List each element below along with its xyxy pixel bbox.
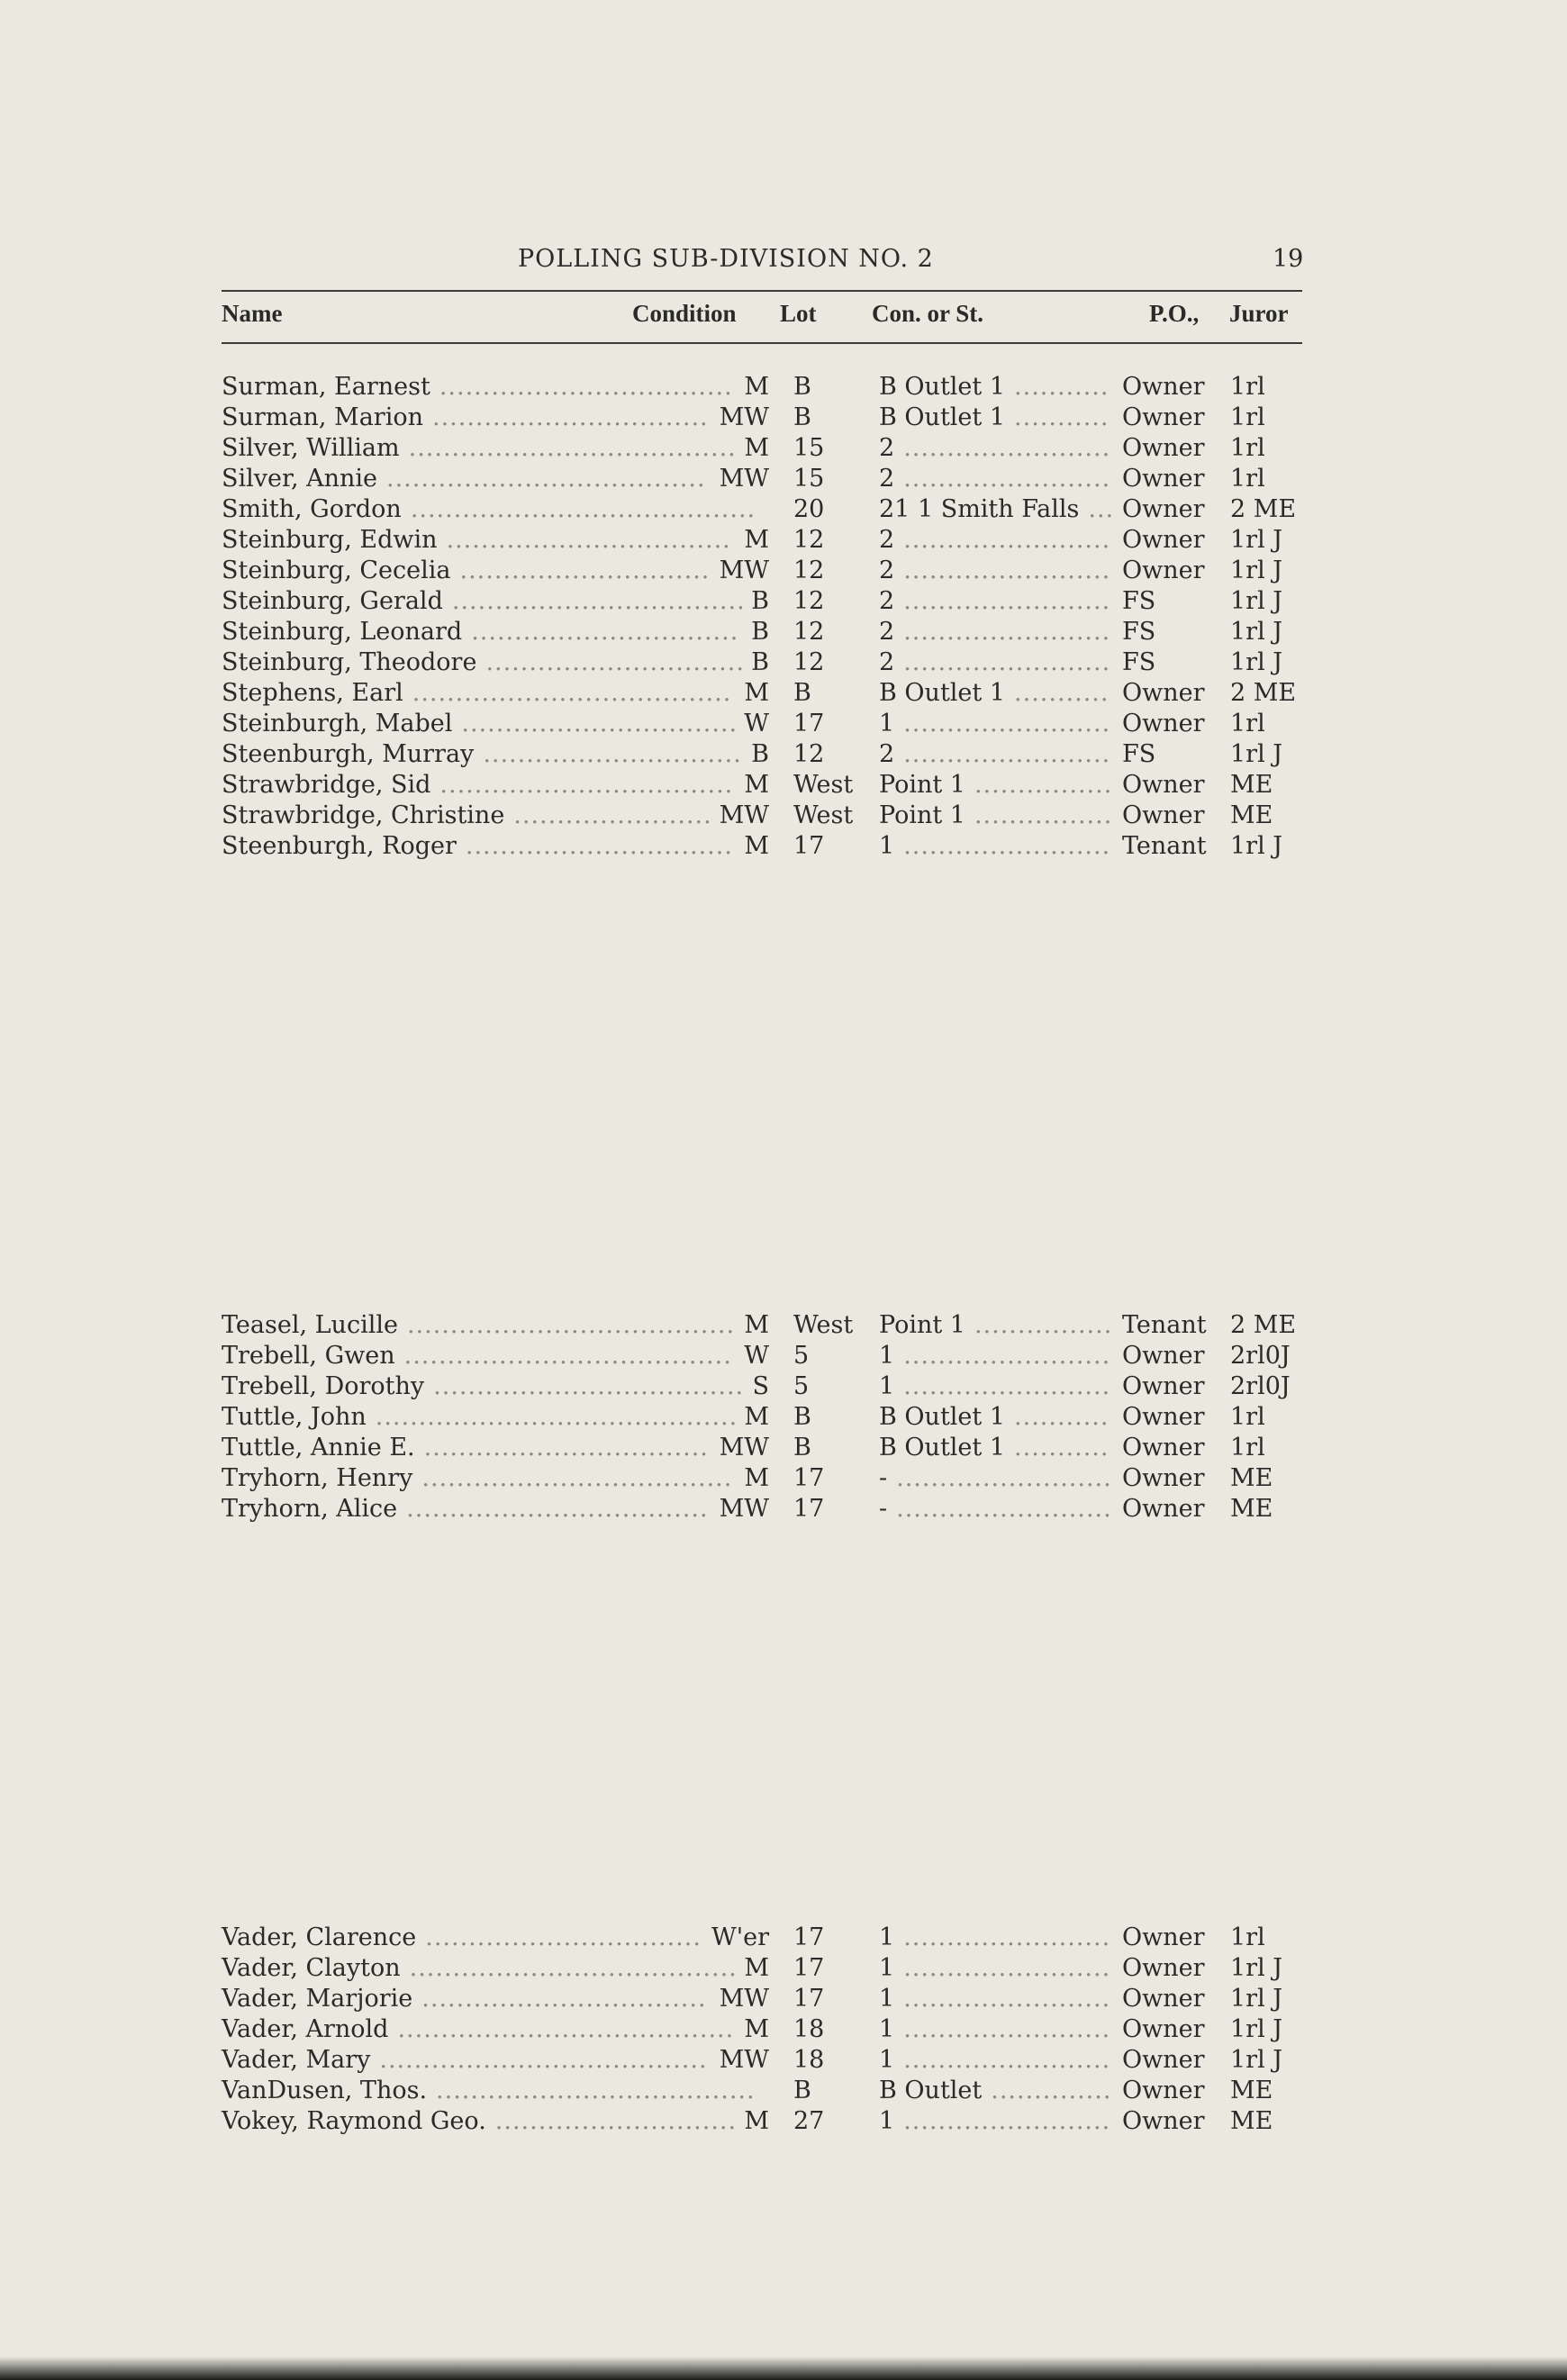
voter-lot: 12: [793, 648, 825, 676]
voter-condition: MW: [719, 557, 769, 584]
dot-leader: .......................: [513, 801, 712, 829]
voter-juror: ME: [1230, 1495, 1273, 1523]
voter-juror: 1rl J: [1230, 587, 1283, 615]
dot-leader: ........................: [903, 434, 1111, 462]
voter-name: Smith, Gordon: [222, 495, 402, 523]
voter-row: [222, 1953, 1311, 1984]
voter-row: [222, 770, 1311, 801]
dot-leader: .................................: [446, 526, 731, 554]
voter-lot: B: [793, 2077, 811, 2104]
voter-condition: M: [744, 1311, 769, 1339]
voter-name: Stephens, Earl: [222, 679, 403, 707]
dot-leader: .........................: [896, 1464, 1112, 1492]
voter-concession: 21 1 Smith Falls: [879, 495, 1080, 523]
dot-leader: .....................................: [386, 465, 706, 493]
voter-po: Owner: [1122, 801, 1205, 829]
voter-row: [222, 1923, 1311, 1953]
voter-condition: MW: [719, 465, 769, 493]
voter-condition: B: [751, 740, 769, 768]
column-header-po: P.O.,: [1149, 300, 1200, 327]
voter-lot: 20: [793, 495, 825, 523]
dot-leader: ......................................: [379, 2046, 708, 2074]
voter-juror: ME: [1230, 801, 1273, 829]
voter-po: Owner: [1122, 2077, 1205, 2104]
dot-leader: ........................: [903, 710, 1111, 738]
voter-juror: 1rl: [1230, 1403, 1265, 1431]
voter-name: Vader, Arnold: [222, 2015, 389, 2043]
dot-leader: ...........: [1014, 1434, 1110, 1461]
voter-juror: ME: [1230, 2107, 1273, 2135]
dot-leader: ...................................: [406, 1495, 709, 1523]
voter-concession: 1: [879, 710, 895, 738]
voter-condition: B: [751, 587, 769, 615]
dot-leader: ..................................: [439, 771, 734, 799]
voter-condition: M: [744, 832, 769, 860]
dot-leader: ........................: [903, 2046, 1111, 2074]
dot-leader: ........................: [903, 2015, 1111, 2043]
voter-condition: W: [744, 1342, 769, 1370]
dot-leader: ..............................: [485, 648, 745, 676]
voter-row: [222, 1984, 1311, 2014]
voter-condition: W'er: [711, 1923, 769, 1951]
dot-leader: ........................: [903, 648, 1111, 676]
voter-condition: W: [744, 710, 769, 738]
dot-leader: .........................: [896, 1495, 1112, 1523]
voter-po: FS: [1122, 740, 1156, 768]
voter-lot: 17: [793, 1923, 825, 1951]
voter-concession: 1: [879, 1985, 895, 2013]
voter-row: [222, 403, 1311, 433]
column-header-con: Con. or St.: [872, 300, 984, 327]
voter-row: [222, 678, 1311, 709]
voter-lot: 17: [793, 1464, 825, 1492]
dot-leader: ......................................: [408, 434, 737, 462]
page-number: 19: [1273, 245, 1304, 273]
voter-row: [222, 647, 1311, 678]
voter-name: Steenburgh, Roger: [222, 832, 457, 860]
dot-leader: .................................: [423, 1434, 709, 1461]
dot-leader: ........................: [903, 1954, 1111, 1982]
voter-po: Owner: [1122, 1434, 1205, 1461]
voter-name: Tuttle, John: [222, 1403, 367, 1431]
voter-condition: M: [744, 679, 769, 707]
dot-leader: ..........................................: [375, 1403, 738, 1431]
dot-leader: ....................................: [433, 1372, 745, 1400]
dot-leader: ..............: [991, 2077, 1112, 2104]
dot-leader: ........................: [903, 740, 1111, 768]
dot-leader: ........................: [903, 618, 1111, 646]
dot-leader: ................................: [425, 1923, 702, 1951]
voter-row: [222, 2106, 1311, 2137]
voter-po: FS: [1122, 648, 1156, 676]
voter-lot: 12: [793, 557, 825, 584]
voter-po: Owner: [1122, 679, 1205, 707]
voter-juror: 1rl J: [1230, 2046, 1283, 2074]
voter-po: Owner: [1122, 495, 1205, 523]
voter-po: Owner: [1122, 373, 1205, 401]
voter-row: [222, 1494, 1311, 1525]
voter-condition: MW: [719, 801, 769, 829]
voter-po: Owner: [1122, 771, 1205, 799]
dot-leader: ........................: [903, 557, 1111, 584]
voter-name: Vader, Marjorie: [222, 1985, 413, 2013]
dot-leader: .....................................: [436, 2077, 756, 2104]
voter-row: [222, 494, 1311, 525]
voter-condition: MW: [719, 1985, 769, 2013]
voter-po: Tenant: [1122, 1311, 1207, 1339]
voter-lot: West: [793, 801, 854, 829]
voter-po: Owner: [1122, 1464, 1205, 1492]
voter-name: Steinburg, Cecelia: [222, 557, 451, 584]
voter-juror: 2 ME: [1230, 679, 1297, 707]
voter-row: [222, 801, 1311, 831]
voter-po: Owner: [1122, 2046, 1205, 2074]
voter-condition: MW: [719, 403, 769, 431]
dot-leader: ...: [1088, 495, 1115, 523]
voter-concession: -: [879, 1495, 888, 1523]
dot-leader: ........................: [903, 526, 1111, 554]
voter-juror: 1rl J: [1230, 1954, 1283, 1982]
voter-condition: MW: [719, 2046, 769, 2074]
voter-list-section-s: [222, 372, 1311, 862]
voter-juror: 1rl J: [1230, 740, 1283, 768]
voter-name: Vokey, Raymond Geo.: [222, 2107, 486, 2135]
dot-leader: ........................: [903, 465, 1111, 493]
voter-row: [222, 709, 1311, 739]
voter-po: Owner: [1122, 1372, 1205, 1400]
voter-juror: 1rl: [1230, 403, 1265, 431]
voter-concession: 1: [879, 832, 895, 860]
voter-name: Steenburgh, Murray: [222, 740, 475, 768]
voter-row: [222, 617, 1311, 647]
voter-juror: 1rl J: [1230, 1985, 1283, 2013]
scan-bottom-edge: [0, 2357, 1567, 2380]
voter-juror: 1rl J: [1230, 2015, 1283, 2043]
voter-name: Steinburg, Leonard: [222, 618, 463, 646]
header-top-rule: [222, 290, 1302, 292]
voter-condition: M: [744, 1403, 769, 1431]
voter-lot: 17: [793, 1495, 825, 1523]
voter-concession: 2: [879, 526, 895, 554]
dot-leader: ................................: [431, 403, 709, 431]
dot-leader: ......................................: [406, 1311, 736, 1339]
voter-juror: 1rl: [1230, 465, 1265, 493]
voter-concession: Point 1: [879, 801, 965, 829]
voter-name: Silver, Annie: [222, 465, 377, 493]
voter-po: Tenant: [1122, 832, 1207, 860]
dot-leader: ...........: [1014, 679, 1110, 707]
voter-lot: 12: [793, 587, 825, 615]
voter-name: Tryhorn, Henry: [222, 1464, 413, 1492]
voter-lot: 12: [793, 740, 825, 768]
voter-juror: ME: [1230, 771, 1273, 799]
voter-lot: 18: [793, 2046, 825, 2074]
voter-po: Owner: [1122, 2107, 1205, 2135]
voter-row: [222, 464, 1311, 494]
voter-po: Owner: [1122, 1985, 1205, 2013]
voter-juror: 1rl: [1230, 1434, 1265, 1461]
voter-lot: B: [793, 373, 811, 401]
voter-lot: West: [793, 1311, 854, 1339]
voter-juror: 1rl: [1230, 373, 1265, 401]
voter-po: Owner: [1122, 526, 1205, 554]
dot-leader: .................................: [421, 1985, 707, 2013]
dot-leader: ......................................: [409, 1954, 738, 1982]
voter-row: [222, 372, 1311, 403]
voter-row: [222, 525, 1311, 556]
voter-juror: 1rl: [1230, 1923, 1265, 1951]
voter-row: [222, 1371, 1311, 1402]
voter-po: Owner: [1122, 710, 1205, 738]
voter-lot: West: [793, 771, 854, 799]
voter-po: Owner: [1122, 1342, 1205, 1370]
voter-concession: 2: [879, 557, 895, 584]
dot-leader: ........................: [903, 2107, 1111, 2135]
voter-lot: 17: [793, 1985, 825, 2013]
voter-juror: ME: [1230, 2077, 1273, 2104]
voter-juror: 2rl0J: [1230, 1372, 1291, 1400]
voter-concession: B Outlet 1: [879, 1403, 1006, 1431]
voter-po: Owner: [1122, 1923, 1205, 1951]
voter-condition: S: [752, 1372, 769, 1400]
voter-juror: 1rl: [1230, 710, 1265, 738]
voter-lot: 5: [793, 1372, 810, 1400]
column-header-lot: Lot: [780, 300, 817, 327]
voter-name: Vader, Mary: [222, 2046, 371, 2074]
voter-po: Owner: [1122, 465, 1205, 493]
voter-row: [222, 1463, 1311, 1494]
header-bottom-rule: [222, 342, 1302, 344]
voter-lot: 12: [793, 526, 825, 554]
dot-leader: ........................: [903, 1372, 1111, 1400]
voter-concession: 1: [879, 1923, 895, 1951]
dot-leader: ................................: [461, 710, 738, 738]
dot-leader: ...........: [1014, 403, 1110, 431]
voter-name: Teasel, Lucille: [222, 1311, 398, 1339]
voter-list-section-t: [222, 1310, 1311, 1525]
dot-leader: ...........: [1014, 1403, 1110, 1431]
dot-leader: ................: [974, 771, 1113, 799]
voter-lot: 17: [793, 710, 825, 738]
voter-juror: 1rl J: [1230, 832, 1283, 860]
voter-lot: B: [793, 679, 811, 707]
voter-name: Steinburgh, Mabel: [222, 710, 453, 738]
voter-name: Strawbridge, Sid: [222, 771, 431, 799]
voter-concession: 1: [879, 1342, 895, 1370]
voter-row: [222, 586, 1311, 617]
voter-po: Owner: [1122, 2015, 1205, 2043]
voter-concession: 2: [879, 740, 895, 768]
dot-leader: ........................................: [410, 495, 756, 523]
voter-condition: M: [744, 2107, 769, 2135]
voter-row: [222, 433, 1311, 464]
dot-leader: ...........: [1014, 373, 1110, 401]
voter-concession: Point 1: [879, 771, 965, 799]
dot-leader: ..................................: [451, 587, 746, 615]
voter-juror: 2 ME: [1230, 495, 1297, 523]
voter-concession: B Outlet: [879, 2077, 983, 2104]
dot-leader: ..................................: [439, 373, 733, 401]
voter-lot: 15: [793, 465, 825, 493]
dot-leader: ........................: [903, 832, 1111, 860]
voter-condition: MW: [719, 1495, 769, 1523]
page-header-title: POLLING SUB-DIVISION NO. 2: [518, 245, 934, 273]
voter-juror: 1rl J: [1230, 526, 1283, 554]
voter-name: Trebell, Gwen: [222, 1342, 395, 1370]
voter-row: [222, 831, 1311, 862]
dot-leader: ............................: [494, 2107, 738, 2135]
voter-concession: B Outlet 1: [879, 403, 1006, 431]
voter-name: Steinburg, Edwin: [222, 526, 438, 554]
voter-po: FS: [1122, 587, 1156, 615]
dot-leader: ........................: [903, 1923, 1111, 1951]
voter-row: [222, 1310, 1311, 1341]
dot-leader: ...............................: [465, 832, 733, 860]
voter-lot: 17: [793, 1954, 825, 1982]
voter-name: Trebell, Dorothy: [222, 1372, 425, 1400]
dot-leader: ...............................: [471, 618, 739, 646]
voter-concession: 1: [879, 2107, 895, 2135]
voter-po: Owner: [1122, 1495, 1205, 1523]
voter-lot: 18: [793, 2015, 825, 2043]
voter-name: Strawbridge, Christine: [222, 801, 505, 829]
voter-condition: M: [744, 1954, 769, 1982]
voter-concession: 1: [879, 2046, 895, 2074]
voter-condition: M: [744, 2015, 769, 2043]
voter-juror: ME: [1230, 1464, 1273, 1492]
voter-name: Tryhorn, Alice: [222, 1495, 398, 1523]
column-header-condition: Condition: [632, 300, 737, 327]
voter-concession: 2: [879, 434, 895, 462]
voter-name: Steinburg, Gerald: [222, 587, 443, 615]
voter-po: Owner: [1122, 403, 1205, 431]
voter-lot: 12: [793, 618, 825, 646]
voter-name: Silver, William: [222, 434, 400, 462]
voter-condition: M: [744, 771, 769, 799]
voter-lot: 15: [793, 434, 825, 462]
dot-leader: ........................: [903, 587, 1111, 615]
voter-name: Steinburg, Theodore: [222, 648, 477, 676]
dot-leader: .............................: [459, 557, 711, 584]
voter-row: [222, 1402, 1311, 1433]
dot-leader: .......................................: [397, 2015, 735, 2043]
dot-leader: ......................................: [403, 1342, 732, 1370]
voter-juror: 1rl J: [1230, 557, 1283, 584]
voter-condition: B: [751, 648, 769, 676]
voter-po: Owner: [1122, 1954, 1205, 1982]
voter-lot: 5: [793, 1342, 810, 1370]
voter-lot: B: [793, 1403, 811, 1431]
voter-list-section-v: [222, 1923, 1311, 2137]
voter-lot: 17: [793, 832, 825, 860]
voter-name: Surman, Earnest: [222, 373, 430, 401]
voter-row: [222, 2045, 1311, 2076]
voter-concession: B Outlet 1: [879, 679, 1006, 707]
voter-juror: 2 ME: [1230, 1311, 1297, 1339]
voter-lot: B: [793, 403, 811, 431]
voter-name: VanDusen, Thos.: [222, 2077, 428, 2104]
voter-row: [222, 556, 1311, 586]
voter-concession: 1: [879, 1954, 895, 1982]
voter-po: FS: [1122, 618, 1156, 646]
voter-row: [222, 739, 1311, 770]
column-header-name: Name: [222, 300, 283, 327]
voter-condition: B: [751, 618, 769, 646]
voter-concession: 1: [879, 2015, 895, 2043]
voter-juror: 1rl: [1230, 434, 1265, 462]
voter-concession: Point 1: [879, 1311, 965, 1339]
voter-condition: M: [744, 526, 769, 554]
voter-name: Vader, Clarence: [222, 1923, 417, 1951]
dot-leader: ..............................: [483, 740, 742, 768]
dot-leader: ................: [974, 1311, 1113, 1339]
voter-row: [222, 2076, 1311, 2106]
voter-concession: B Outlet 1: [879, 1434, 1006, 1461]
voter-row: [222, 1433, 1311, 1463]
voter-lot: B: [793, 1434, 811, 1461]
voter-condition: M: [744, 373, 769, 401]
voter-lot: 27: [793, 2107, 825, 2135]
column-header-juror: Juror: [1229, 300, 1289, 327]
voter-name: Surman, Marion: [222, 403, 423, 431]
voter-concession: -: [879, 1464, 888, 1492]
voter-concession: 2: [879, 465, 895, 493]
voter-concession: 2: [879, 587, 895, 615]
voter-juror: 1rl J: [1230, 618, 1283, 646]
dot-leader: ................: [974, 801, 1113, 829]
voter-po: Owner: [1122, 434, 1205, 462]
voter-name: Tuttle, Annie E.: [222, 1434, 415, 1461]
voter-juror: 1rl J: [1230, 648, 1283, 676]
voter-row: [222, 2014, 1311, 2045]
voter-condition: M: [744, 1464, 769, 1492]
voter-juror: 2rl0J: [1230, 1342, 1291, 1370]
dot-leader: ........................: [903, 1985, 1111, 2013]
voter-concession: 1: [879, 1372, 895, 1400]
dot-leader: ........................: [903, 1342, 1111, 1370]
voter-concession: B Outlet 1: [879, 373, 1006, 401]
voter-name: Vader, Clayton: [222, 1954, 401, 1982]
dot-leader: ....................................: [421, 1464, 733, 1492]
voter-condition: M: [744, 434, 769, 462]
voter-concession: 2: [879, 648, 895, 676]
voter-row: [222, 1341, 1311, 1371]
voter-condition: MW: [719, 1434, 769, 1461]
voter-po: Owner: [1122, 1403, 1205, 1431]
voter-concession: 2: [879, 618, 895, 646]
dot-leader: .....................................: [412, 679, 732, 707]
voter-po: Owner: [1122, 557, 1205, 584]
